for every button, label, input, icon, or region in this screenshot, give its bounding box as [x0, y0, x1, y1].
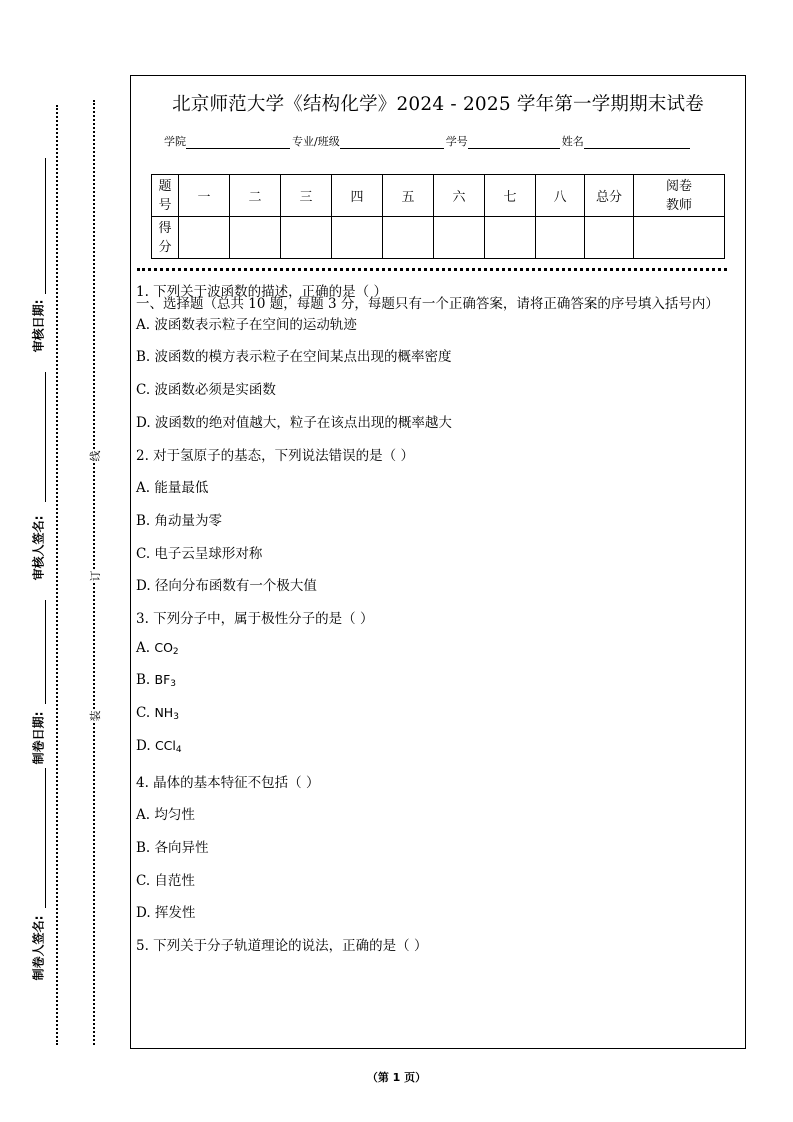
student-id-label: 学号 — [445, 135, 468, 148]
question-3-option-C[interactable]: C. $NH_3$ — [136, 705, 179, 723]
col-grader — [634, 175, 725, 217]
binding-order-char: 订 — [85, 571, 105, 582]
question-1-option-A[interactable]: A. 波函数表示粒子在空间的运动轨迹 — [136, 316, 357, 333]
binding-line-char: 线 — [85, 451, 105, 462]
col-4: 四 — [332, 175, 383, 217]
major-field[interactable] — [340, 136, 444, 149]
col-3: 三 — [281, 175, 332, 217]
college-label: 学院 — [164, 135, 186, 148]
question-number-text: 题 号 — [158, 178, 172, 213]
question-1-option-B[interactable]: B. 波函数的模方表示粒子在空间某点出现的概率密度 — [136, 349, 452, 366]
question-4-stem: 4. 晶体的基本特征不包括（ ） — [136, 774, 320, 791]
prep-date-line[interactable] — [45, 600, 46, 704]
question-3-stem: 3. 下列分子中，属于极性分子的是（ ） — [136, 611, 374, 627]
question-4-option-B[interactable]: B. 各向异性 — [136, 839, 209, 856]
question-4-option-A[interactable]: A. 均匀性 — [136, 807, 195, 824]
question-1-stem: 1. 下列关于波函数的描述，正确的是（ ） — [136, 284, 387, 300]
score-cell-6[interactable] — [434, 217, 485, 259]
question-2-option-A[interactable]: A. 能量最低 — [136, 480, 209, 497]
prep-date-label: 制卷日期: — [31, 711, 46, 765]
score-cell-8[interactable] — [536, 217, 585, 259]
binding-bind-char: 装 — [85, 711, 105, 722]
preparer-signature-line[interactable] — [45, 768, 46, 908]
review-date-line[interactable] — [45, 158, 46, 294]
score-cell-grader[interactable] — [634, 217, 725, 259]
section1-heading: 一、选择题（总共 10 题，每题 3 分，每题只有一个正确答案，请将正确答案的序号填入括号内） — [136, 296, 719, 312]
formula-subscript: 3 — [173, 712, 179, 723]
question-5-stem: 5. 下列关于分子轨道理论的说法，正确的是（ ） — [136, 938, 428, 954]
col-8: 八 — [536, 175, 585, 217]
score-cell-5[interactable] — [383, 217, 434, 259]
grader-line2: 教师 — [665, 197, 692, 213]
question-3-option-A[interactable]: A. $CO_2$ — [136, 639, 179, 657]
score-cell-total[interactable] — [585, 217, 634, 259]
question-1-option-C[interactable]: C. 波函数必须是实函数 — [136, 382, 276, 399]
page-number: （第 1 页） — [366, 1071, 427, 1084]
score-cell-7[interactable] — [485, 217, 536, 259]
score-cell-3[interactable] — [281, 217, 332, 259]
score-text: 得 分 — [158, 220, 172, 255]
col-2: 二 — [230, 175, 281, 217]
question-2-option-B[interactable]: B. 角动量为零 — [136, 512, 223, 529]
question-number-label — [152, 175, 179, 217]
chemical-formula: $NH_3$ — [154, 705, 179, 723]
score-table — [151, 174, 725, 259]
reviewer-signature-label: 审核人签名: — [31, 515, 46, 581]
score-table-header-row — [152, 175, 725, 217]
question-3-option-D[interactable]: D. CCl$_4$ — [136, 737, 182, 755]
chemical-formula: $CO_2$ — [154, 639, 179, 657]
question-1-option-D[interactable]: D. 波函数的绝对值越大，粒子在该点出现的概率越大 — [136, 414, 452, 431]
question-2-stem: 2. 对于氢原子的基态，下列说法错误的是（ ） — [136, 447, 414, 464]
score-table-score-row — [152, 217, 725, 259]
question-4-option-C[interactable]: C. 自范性 — [136, 872, 195, 889]
name-field[interactable] — [584, 136, 690, 149]
question-3-option-B[interactable]: B. $BF_3$ — [136, 672, 177, 690]
col-total: 总分 — [585, 175, 634, 217]
col-7: 七 — [485, 175, 536, 217]
score-cell-4[interactable] — [332, 217, 383, 259]
score-cell-2[interactable] — [230, 217, 281, 259]
student-info-row — [164, 133, 692, 149]
student-id-field[interactable] — [468, 136, 560, 149]
score-cell-1[interactable] — [179, 217, 230, 259]
question-4-option-D[interactable]: D. 挥发性 — [136, 905, 196, 922]
section-separator — [137, 268, 727, 271]
question-2-option-D[interactable]: D. 径向分布函数有一个极大值 — [136, 578, 317, 595]
exam-frame — [130, 75, 746, 1049]
margin-dotted-line — [56, 105, 58, 1045]
major-label: 专业/班级 — [292, 135, 340, 148]
score-label — [152, 217, 179, 259]
name-label: 姓名 — [561, 135, 584, 148]
chemical-formula: CCl$_4$ — [154, 737, 182, 755]
col-1: 一 — [179, 175, 230, 217]
reviewer-signature-line[interactable] — [45, 372, 46, 502]
formula-subscript: 3 — [170, 679, 177, 690]
exam-title: 北京师范大学《结构化学》2024 - 2025 学年第一学期期末试卷 — [172, 94, 704, 115]
review-date-label: 审核日期: — [31, 299, 46, 353]
preparer-signature-label: 制卷人签名: — [31, 915, 46, 981]
formula-subscript: 4 — [175, 744, 182, 755]
col-5: 五 — [383, 175, 434, 217]
col-6: 六 — [434, 175, 485, 217]
grader-line1: 阅卷 — [665, 178, 692, 194]
formula-subscript: 2 — [172, 646, 179, 657]
chemical-formula: $BF_3$ — [154, 672, 177, 690]
question-2-option-C[interactable]: C. 电子云呈球形对称 — [136, 545, 263, 562]
college-field[interactable] — [186, 136, 290, 149]
